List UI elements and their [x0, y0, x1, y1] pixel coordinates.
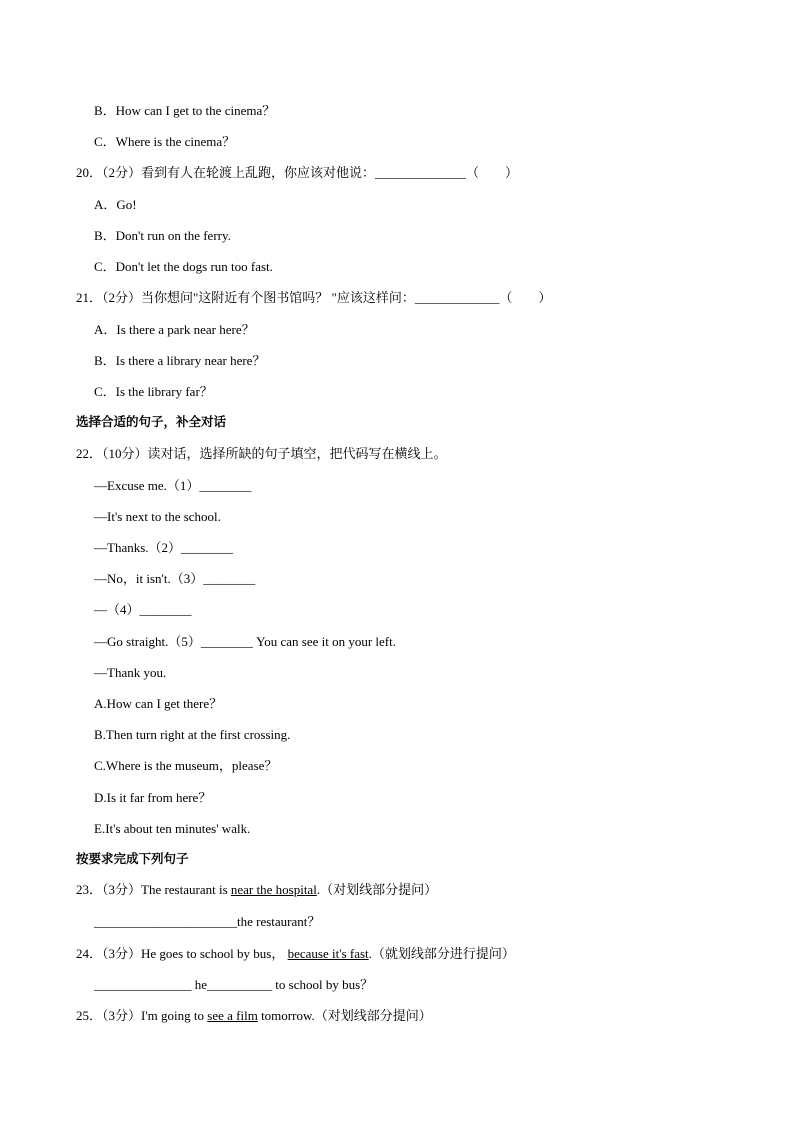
- q25-stem-before: 25．（3分）I'm going to: [76, 1008, 208, 1023]
- q22-stem: 22．（10分）读对话，选择所缺的句子填空，把代码写在横线上。: [76, 446, 447, 461]
- dialogue-line: —Excuse me.（1）________: [94, 478, 252, 493]
- q20-option-b: B．Don't run on the ferry.: [94, 228, 231, 243]
- dialogue-line: —（4）________: [94, 602, 192, 617]
- section-heading-dialogue: 选择合适的句子，补全对话: [76, 414, 227, 429]
- q23-answer-line: ______________________the restaurant？: [94, 914, 321, 929]
- dialogue-line: —Thank you.: [94, 665, 167, 680]
- q21-option-b: B．Is there a library near here？: [94, 353, 266, 368]
- q24-stem-after: .（就划线部分进行提问）: [368, 946, 515, 961]
- dialogue-choice: E.It's about ten minutes' walk.: [94, 821, 251, 836]
- q24-stem: [76, 945, 515, 963]
- dialogue-choice: B.Then turn right at the first crossing.: [94, 727, 291, 742]
- dialogue-line: —Go straight.（5）________ You can see it on your left.: [94, 634, 396, 649]
- q24-stem-before: 24．（3分）He goes to school by bus，: [76, 946, 288, 961]
- q25-stem: [76, 1007, 432, 1025]
- q23-underlined-phrase: near the hospital: [230, 882, 317, 897]
- q25-underlined-phrase: see a film: [207, 1008, 258, 1023]
- dialogue-choice: A.How can I get there？: [94, 696, 223, 711]
- dialogue-line: —Thanks.（2）________: [94, 540, 234, 555]
- section-heading-rewrite: 按要求完成下列句子: [76, 851, 189, 866]
- dialogue-choice: D.Is it far from here？: [94, 790, 212, 805]
- q20-stem: 20．（2分）看到有人在轮渡上乱跑，你应该对他说：______________（ ）: [76, 165, 519, 180]
- q21-option-a: A．Is there a park near here？: [94, 322, 255, 337]
- q20-option-c: C．Don't let the dogs run too fast.: [94, 259, 273, 274]
- dialogue-line: —No，it isn't.（3）________: [94, 571, 256, 586]
- dialogue-line: —It's next to the school.: [94, 509, 221, 524]
- q24-answer-line: _______________ he__________ to school by bus？: [94, 977, 374, 992]
- q24-underlined-phrase: because it's fast: [287, 946, 369, 961]
- dialogue-choice: C.Where is the museum，please？: [94, 758, 278, 773]
- q19-option-b: B．How can I get to the cinema？: [94, 103, 276, 118]
- q23-stem-before: 23．（3分）The restaurant is: [76, 882, 231, 897]
- q25-stem-after: tomorrow.（对划线部分提问）: [257, 1008, 432, 1023]
- q23-stem-after: .（对划线部分提问）: [316, 882, 438, 897]
- q20-option-a: A．Go!: [94, 197, 137, 212]
- q23-stem: [76, 881, 437, 899]
- q21-stem: 21．（2分）当你想问"这附近有个图书馆吗？ "应该这样问：_____________（ ）: [76, 290, 552, 305]
- q19-option-c: C．Where is the cinema？: [94, 134, 236, 149]
- q21-option-c: C．Is the library far？: [94, 384, 213, 399]
